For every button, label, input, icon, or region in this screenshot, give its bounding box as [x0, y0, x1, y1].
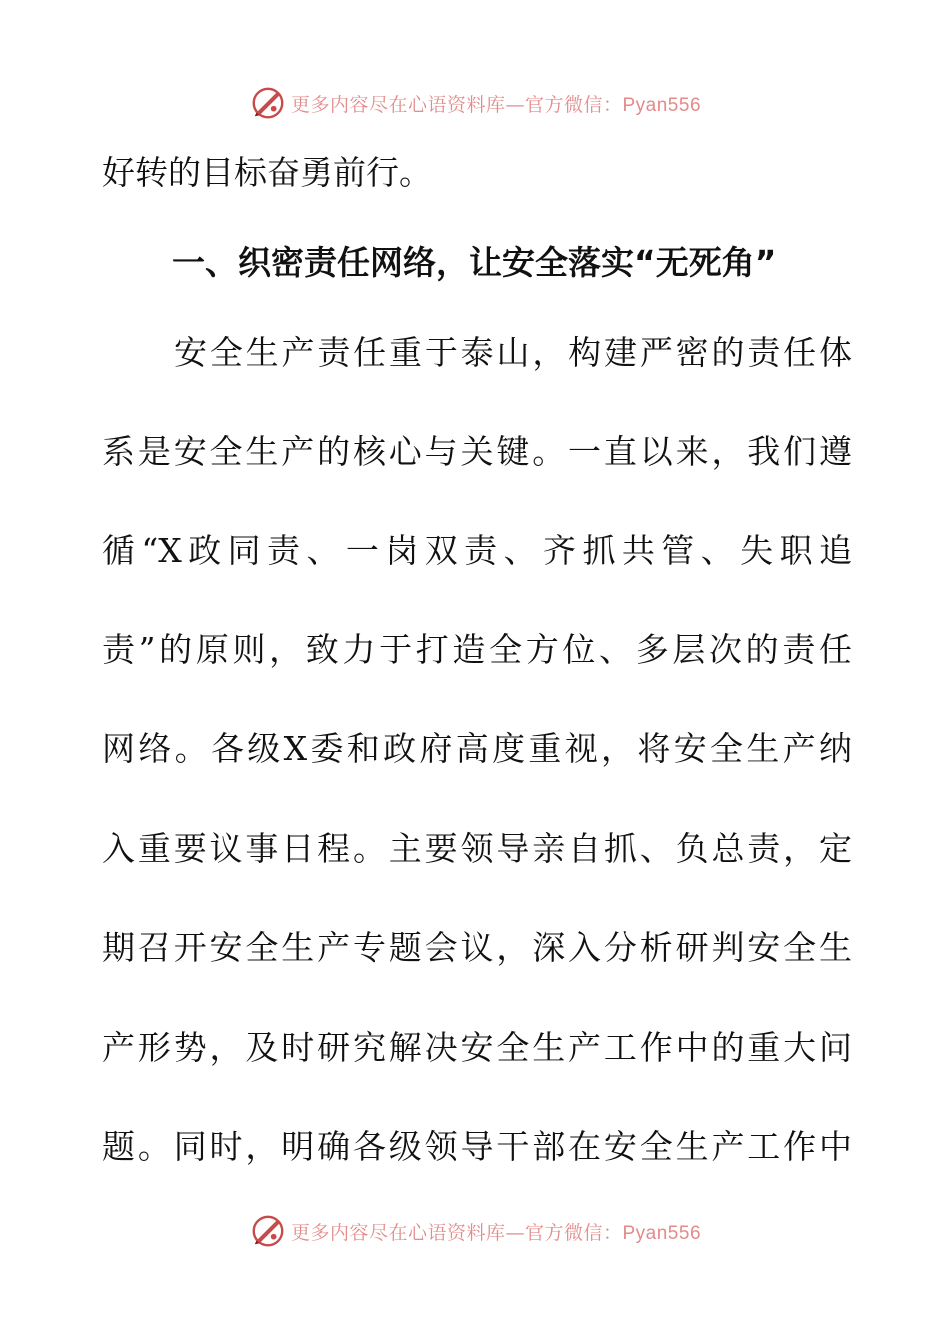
paragraph-line: 循“X政同责、一岗双责、齐抓共管、失职追	[102, 531, 852, 570]
watermark-wechat-id: Pyan556	[622, 1222, 702, 1244]
paragraph-line: 网络。各级X委和政府高度重视，将安全生产纳	[102, 729, 852, 768]
watermark-footer	[0, 1212, 950, 1250]
pen-logo-icon	[249, 84, 287, 122]
paragraph-line: 责”的原则，致力于打造全方位、多层次的责任	[102, 630, 852, 669]
paragraph-line: 好转的目标奋勇前行。	[102, 153, 432, 192]
paragraph-line: 题。同时，明确各级领导干部在安全生产工作中	[102, 1127, 852, 1166]
watermark-text: 更多内容尽在心语资料库—官方微信：	[290, 93, 623, 116]
paragraph-line: 期召开安全生产专题会议，深入分析研判安全生	[102, 928, 852, 967]
section-heading: 一、织密责任网络，让安全落实“无死角”	[172, 243, 777, 282]
paragraph-line: 产形势，及时研究解决安全生产工作中的重大问	[102, 1028, 852, 1067]
paragraph-line: 入重要议事日程。主要领导亲自抓、负总责，定	[102, 829, 852, 868]
watermark-header	[0, 84, 950, 122]
watermark-wechat-id: Pyan556	[622, 94, 702, 116]
paragraph-line: 安全生产责任重于泰山，构建严密的责任体	[174, 333, 852, 372]
pen-logo-icon	[249, 1212, 287, 1250]
paragraph-line: 系是安全生产的核心与关键。一直以来，我们遵	[102, 432, 852, 471]
watermark-text: 更多内容尽在心语资料库—官方微信：	[290, 1221, 623, 1244]
